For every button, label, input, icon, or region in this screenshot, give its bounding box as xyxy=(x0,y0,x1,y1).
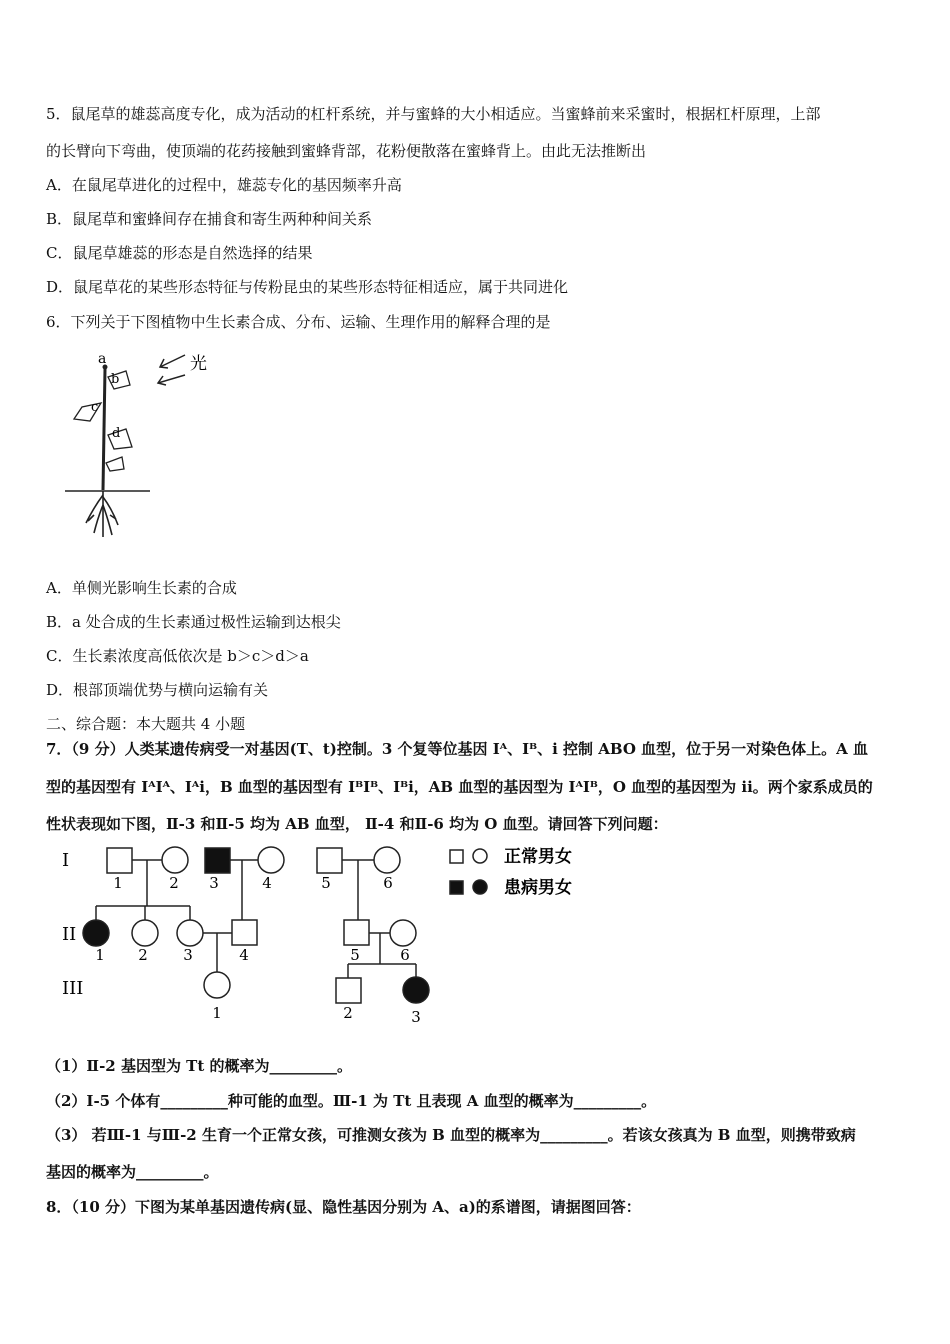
q6-option-b: B．a 处合成的生长素通过极性运输到达根尖 xyxy=(46,613,341,631)
legend-affected-label: 患病男女 xyxy=(504,878,572,898)
q5-option-c: C．鼠尾草雄蕊的形态是自然选择的结果 xyxy=(46,244,313,262)
pedigree-III-1-female xyxy=(204,972,230,998)
light-label: 光 xyxy=(190,354,207,374)
q6-stem: 6．下列关于下图植物中生长素合成、分布、运输、生理作用的解释合理的是 xyxy=(46,313,551,331)
pedigree-III-2-male xyxy=(336,978,361,1003)
q5-option-b: B．鼠尾草和蜜蜂间存在捕食和寄生两种种间关系 xyxy=(46,210,373,228)
legend-normal-male-icon xyxy=(450,850,463,863)
id-III-2: 2 xyxy=(343,1004,353,1022)
id-II-2: 2 xyxy=(138,946,148,964)
pedigree-I-5-male xyxy=(317,848,342,873)
pedigree-II-2-female xyxy=(132,920,158,946)
pedigree-III-3-female-affected xyxy=(403,977,429,1003)
q7-sub3-line1: （3） 若Ⅲ-1 与Ⅲ-2 生育一个正常女孩，可推测女孩为 B 血型的概率为_________。若该女孩真为 B 血型，则携带致病 xyxy=(46,1126,856,1144)
gen-label-2: II xyxy=(62,924,77,945)
plant-roots xyxy=(86,491,118,537)
id-II-1: 1 xyxy=(95,946,105,964)
q5-option-a: A．在鼠尾草进化的过程中，雄蕊专化的基因频率升高 xyxy=(46,176,402,194)
pedigree-II-1-female-affected xyxy=(83,920,109,946)
plant-label-b: b xyxy=(111,372,120,387)
pedigree-II-3-female xyxy=(177,920,203,946)
plant-label-d: d xyxy=(112,426,121,441)
pedigree-I-3-male-affected xyxy=(205,848,230,873)
q5-stem-line1: 5．鼠尾草的雄蕊高度专化，成为活动的杠杆系统，并与蜜蜂的大小相适应。当蜜蜂前来采蜜时，根据杠杆原理，上部 xyxy=(46,105,821,123)
gen-label-1: I xyxy=(62,850,70,871)
pedigree-I-1-male xyxy=(107,848,132,873)
id-II-3: 3 xyxy=(183,946,193,964)
q5-option-d: D．鼠尾草花的某些形态特征与传粉昆虫的某些形态特征相适应，属于共同进化 xyxy=(46,278,569,296)
q6-option-d: D．根部顶端优势与横向运输有关 xyxy=(46,681,269,699)
id-I-4: 4 xyxy=(262,874,272,892)
id-II-4: 4 xyxy=(239,946,249,964)
q7-stem-line3: 性状表现如下图，Ⅱ-3 和Ⅱ-5 均为 AB 血型， Ⅱ-4 和Ⅱ-6 均为 O 血型。请回答下列问题： xyxy=(46,815,668,833)
plant-label-c: c xyxy=(91,400,99,415)
id-III-3: 3 xyxy=(411,1008,421,1026)
id-I-1: 1 xyxy=(113,874,123,892)
pedigree-I-2-female xyxy=(162,847,188,873)
legend-normal-label: 正常男女 xyxy=(504,847,572,867)
id-II-6: 6 xyxy=(400,946,410,964)
legend-affected-male-icon xyxy=(450,881,463,894)
q7-sub2: （2）Ⅰ-5 个体有_________种可能的血型。Ⅲ-1 为 Tt 且表现 A 血型的概率为_________。 xyxy=(46,1092,657,1110)
q7-sub1: （1）Ⅱ-2 基因型为 Tt 的概率为_________。 xyxy=(46,1057,352,1075)
id-I-3: 3 xyxy=(209,874,219,892)
plant-stem xyxy=(103,369,105,490)
legend-affected-female-icon xyxy=(473,880,487,894)
pedigree-I-4-female xyxy=(258,847,284,873)
q5-stem-line2: 的长臂向下弯曲，使顶端的花药接触到蜜蜂背部，花粉便散落在蜜蜂背上。由此无法推断出 xyxy=(46,142,647,160)
q6-option-a: A．单侧光影响生长素的合成 xyxy=(46,579,237,597)
q7-sub3-line2: 基因的概率为_________。 xyxy=(46,1163,219,1181)
id-II-5: 5 xyxy=(350,946,360,964)
id-I-5: 5 xyxy=(321,874,331,892)
legend-normal-female-icon xyxy=(473,849,487,863)
q6-option-c: C．生长素浓度高低依次是 b＞c＞d＞a xyxy=(46,647,309,665)
pedigree-I-6-female xyxy=(374,847,400,873)
id-I-6: 6 xyxy=(383,874,393,892)
pedigree-II-6-female xyxy=(390,920,416,946)
q7-stem-line1: 7．（9 分）人类某遗传病受一对基因(T、t)控制。3 个复等位基因 Iᴬ、Iᴮ、i 控制 ABO 血型，位于另一对染色体上。A 血 xyxy=(46,740,869,758)
plant-phototropism-figure xyxy=(60,345,230,550)
gen-label-3: III xyxy=(62,978,84,999)
plant-label-a: a xyxy=(98,351,107,367)
light-arrows xyxy=(158,355,185,385)
q8-stem: 8．（10 分）下图为某单基因遗传病(显、隐性基因分别为 A、a)的系谱图，请据图回答： xyxy=(46,1198,641,1216)
pedigree-chart xyxy=(50,840,610,1030)
pedigree-II-5-male xyxy=(344,920,369,945)
id-III-1: 1 xyxy=(212,1004,222,1022)
q7-stem-line2: 型的基因型有 IᴬIᴬ、Iᴬi，B 血型的基因型有 IᴮIᴮ、Iᴮi，AB 血型的基因型为 IᴬIᴮ，O 血型的基因型为 ii。两个家系成员的 xyxy=(46,778,873,796)
id-I-2: 2 xyxy=(169,874,179,892)
pedigree-II-4-male xyxy=(232,920,257,945)
section-2-heading: 二、综合题：本大题共 4 小题 xyxy=(46,715,246,733)
